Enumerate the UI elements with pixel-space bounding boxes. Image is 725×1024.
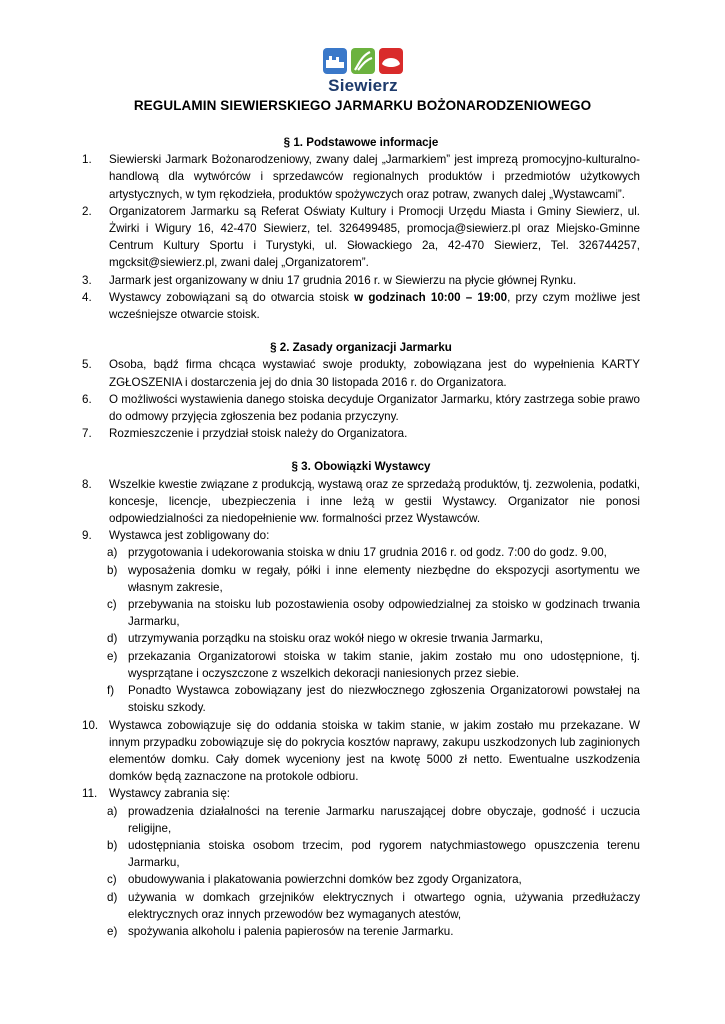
sub-item [82,803,640,837]
sub-letter: f) [107,684,115,698]
list-item [82,289,640,323]
item-text: Siewierski Jarmark Bożonarodzeniowy, zwany dalej „Jarmarkiem” jest imprezą promocyjno-kulturalno-handlową dla wytwórców i sprzedawców regionalnych produktów i przedmiotów użytkowych artystycznych, w tym rękodzieła, produktów spożywczych oraz potraw, zwanych dalej „Wystawcami”. [109,153,640,201]
item-text: Wystawca zobowiązuje się do oddania stoiska w takim stanie, w jakim zostało mu przekazane. W innym przypadku zobowiązuje się do pokrycia kosztów naprawy, zakupu uszkodzonych lub zaginionych elementów domku. Cały domek wyceniony jest na kwotę 5000 zł netto. Ewentualne uszkodzenia domków będą zaznaczone na protokole odbioru. [109,718,640,784]
list-item [82,425,640,442]
item-number: 9. [82,529,92,543]
sub-letter: b) [107,563,118,577]
item-text: Osoba, bądź firma chcąca wystawiać swoje produkty, zobowiązana jest do wypełnienia KARTY ZGŁOSZENIA i dostarczenia jej do dnia 30 listopada 2016 r. do Organizatora. [109,358,640,389]
item-text: Rozmieszczenie i przydział stoisk należy do Organizatora. [109,427,408,441]
sub-text: wyposażenia domku w regały, półki i inne elementy niezbędne do ekspozycji asortymentu we własnym zakresie, [128,563,640,594]
sub-letter: b) [107,838,118,852]
section-2-heading: § 2. Zasady organizacji Jarmarku [270,341,452,355]
sub-text: używania w domkach grzejników elektrycznych i otwartego ognia, używania przedłużaczy elektrycznych oraz innych przewodów bez wymaganych atestów, [128,890,640,921]
list-item [82,391,640,425]
item-text: Organizatorem Jarmarku są Referat Oświaty Kultury i Promocji Urzędu Miasta i Gminy Siewierz, ul. Żwirki i Wigury 16, 42-470 Siewierz, tel. 326499485, promocja@siewierz.pl oraz Miejsko-Gminne Centrum Kultury Sportu i Turystyki, ul. Słowackiego 2a, 42-470 Siewierz, Tel. 326744257, mgcksit@siewierz.pl, zwani dalej „Organizatorem”. [109,204,640,270]
logo-text: Siewierz [328,76,398,95]
sub-text: utrzymywania porządku na stoisku oraz wokół niego w okresie trwania Jarmarku, [128,632,543,646]
item-text-post: , przy czym możliwe jest wcześniejsze otwarcie stoisk. [109,290,640,322]
item-number: 4. [82,290,92,304]
item-text: O możliwości wystawienia danego stoiska decyduje Organizator Jarmarku, który zastrzega sobie prawo do odmowy przyjęcia zgłoszenia bez podania przyczyny. [109,392,640,424]
item-text: Wystawcy zabrania się: [109,787,231,801]
sub-item [82,562,640,596]
sub-letter: c) [107,598,117,612]
item-number: 7. [82,427,92,441]
list-item [82,203,640,272]
sub-item [82,648,640,682]
sub-item [82,544,640,561]
item-text-pre: Wystawcy zobowiązani są do otwarcia stoisk [109,290,355,304]
sub-text: spożywania alkoholu i palenia papierosów na terenie Jarmarku. [128,924,454,938]
list-item [82,717,640,786]
sub-text: przebywania na stoisku lub pozostawienia osoby odpowiedzialnej za stoisko w godzinach trwania Jarmarku, [128,598,640,629]
sub-text: prowadzenia działalności na terenie Jarmarku naruszającej dobre obyczaje, godność i uczucia religijne, [128,804,640,835]
sub-text: obudowywania i plakatowania powierzchni domków bez zgody Organizatora, [128,873,522,887]
sub-item [82,596,640,630]
sub-item [82,871,640,888]
item-text: Jarmark jest organizowany w dniu 17 grudnia 2016 r. w Siewierzu na płycie głównej Rynku. [109,273,577,287]
item-number: 6. [82,392,92,406]
sub-item [82,837,640,871]
list-item [82,151,640,203]
sub-item [82,682,640,716]
item-text: Wszelkie kwestie związane z produkcją, wystawą oraz ze sprzedażą produktów, tj. zezwolenia, podatki, koncesje, licencje, ubezpieczenia i inne leżą w gestii Wystawcy. Organizator nie ponosi odpowiedzialności za niedopełnienie ww. formalności przez Wystawców. [109,477,640,526]
sub-text: udostępniania stoiska osobom trzecim, pod rygorem natychmiastowego opuszczenia terenu Jarmarku, [128,838,640,870]
item-number: 8. [82,477,92,491]
sub-letter: d) [107,890,118,904]
sub-item [82,630,640,647]
sub-text: przekazania Organizatorowi stoiska w takim stanie, jakim zostało mu ono udostępnione, tj. wysprzątane i oczyszczone z wszelkich dekoracji naniesionych przez siebie. [128,649,640,680]
logo-icon [318,46,408,78]
document-body [82,134,640,940]
document-title: REGULAMIN SIEWIERSKIEGO JARMARKU BOŻONARODZENIOWEGO [133,98,592,113]
list-item [82,272,640,289]
sub-letter: e) [107,924,118,938]
sub-letter: a) [107,546,118,560]
sub-text: Ponadto Wystawca zobowiązany jest do niezwłocznego zgłoszenia Organizatorowi powstałej na stoisku szkody. [128,684,640,715]
siewierz-logo [318,46,408,96]
section-3-heading: § 3. Obowiązki Wystawcy [291,460,431,474]
item-number: 10. [82,718,99,732]
item-text: Wystawca jest zobligowany do: [109,529,270,543]
sub-letter: c) [107,873,117,887]
item-number: 2. [82,204,92,218]
sub-text: przygotowania i udekorowania stoiska w dniu 17 grudnia 2016 r. od godz. 7:00 do godz. 9.00, [128,546,607,560]
item-number: 3. [82,273,92,287]
opening-hours: w godzinach 10:00 – 19:00 [354,290,508,304]
section-1-heading: § 1. Podstawowe informacje [283,136,439,149]
item-number: 11. [82,787,98,801]
sub-item [82,923,640,940]
sub-letter: e) [107,649,118,663]
list-item [82,476,640,528]
list-item [82,356,640,390]
list-item [82,785,640,802]
sub-letter: d) [107,632,118,646]
list-item [82,527,640,544]
item-number: 5. [82,358,92,372]
sub-item [82,889,640,923]
item-number: 1. [82,153,92,167]
sub-letter: a) [107,804,118,818]
